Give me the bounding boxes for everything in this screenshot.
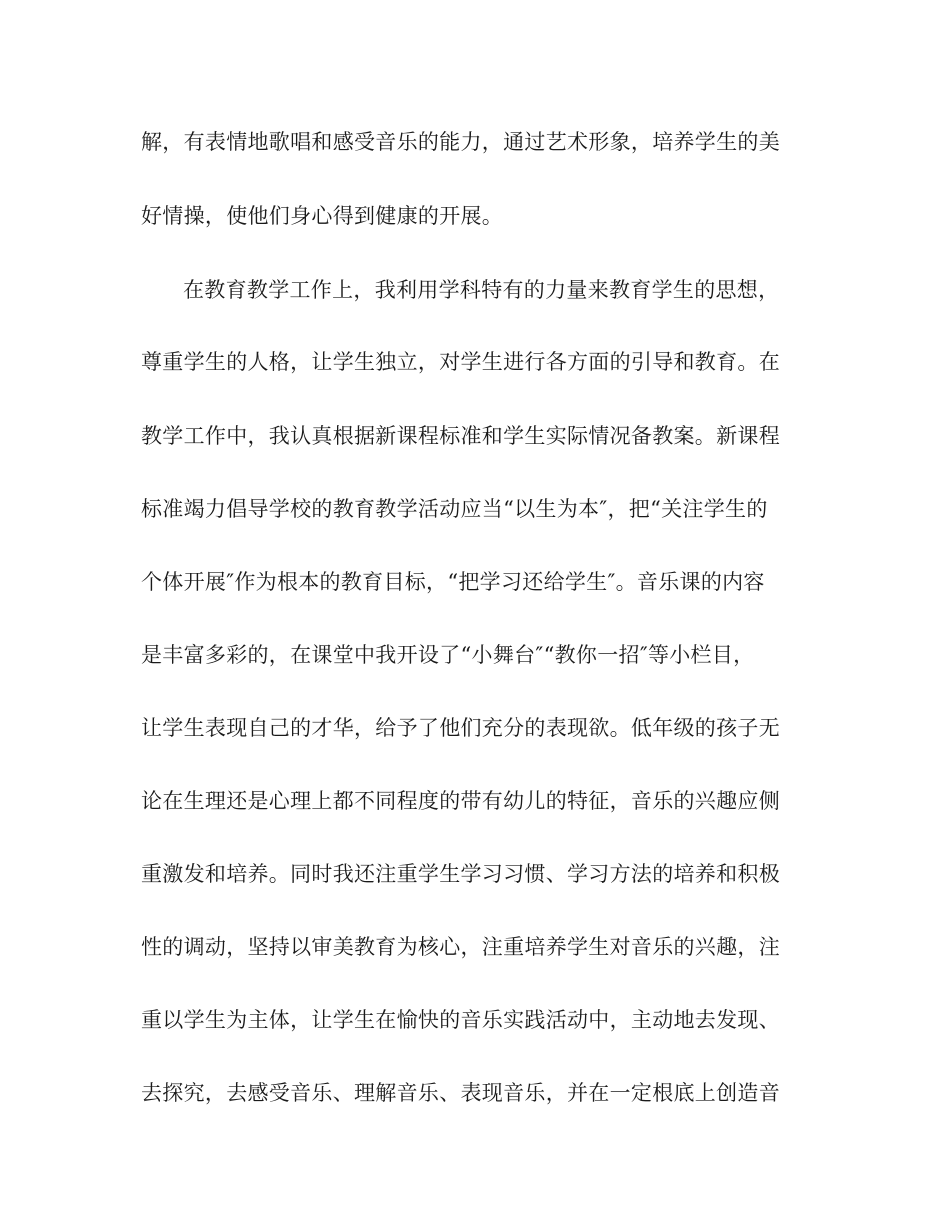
text-line: 教学工作中，我认真根据新课程标准和学生实际情况备教案。新课程	[141, 424, 780, 448]
text-line: 论在生理还是心理上都不同程度的带有幼儿的特征，音乐的兴趣应侧	[141, 789, 780, 813]
text-line: 个体开展″作为根本的教育目标，“把学习还给学生″。音乐课的内容	[141, 570, 765, 594]
text-line: 标准竭力倡导学校的教育教学活动应当“以生为本″，把“关注学生的	[141, 497, 768, 521]
text-line: 解，有表情地歌唱和感受音乐的能力，通过艺术形象，培养学生的美	[141, 130, 780, 154]
text-line: 重以学生为主体，让学生在愉快的音乐实践活动中，主动地去发现、	[141, 1008, 780, 1032]
text-line: 尊重学生的人格，让学生独立，对学生进行各方面的引导和教育。在	[141, 350, 780, 374]
text-line: 是丰富多彩的，在课堂中我开设了“小舞台″“教你一招″等小栏目，	[141, 643, 755, 667]
text-line: 好情操，使他们身心得到健康的开展。	[141, 204, 504, 228]
text-line: 去探究，去感受音乐、理解音乐、表现音乐，并在一定根底上创造音	[141, 1081, 780, 1105]
text-line: 让学生表现自己的才华，给予了他们充分的表现欲。低年级的孩子无	[141, 716, 780, 740]
text-line: 性的调动，坚持以审美教育为核心，注重培养学生对音乐的兴趣，注	[141, 935, 780, 959]
paragraph-first-line: 在教育教学工作上，我利用学科特有的力量来教育学生的思想，	[183, 278, 780, 302]
text-line: 重激发和培养。同时我还注重学生学习习惯、学习方法的培养和积极	[141, 862, 780, 886]
